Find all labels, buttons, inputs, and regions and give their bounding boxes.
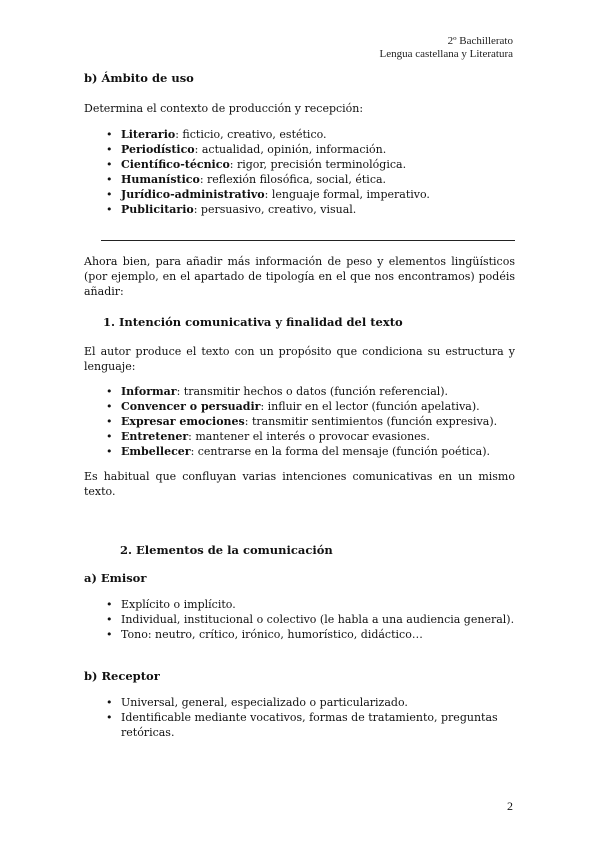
ambito-heading: b) Ámbito de uso [84,71,194,85]
receptor-list [101,695,515,740]
list-item: • Informar: transmitir hechos o datos (función referencial). [101,384,515,399]
list-item: • Explícito o implícito. [101,597,515,612]
list-item: • Entretener: mantener el interés o provocar evasiones. [101,429,515,444]
page-header [380,35,513,61]
receptor-heading: b) Receptor [84,669,160,683]
list-item: • Tono: neutro, crítico, irónico, humorístico, didáctico… [101,627,515,642]
list-item: • Humanístico: reflexión filosófica, social, ética. [101,172,515,187]
header-subject: Lengua castellana y Literatura [379,48,513,60]
intencion-list [101,384,515,459]
list-item: • Periodístico: actualidad, opinión, información. [101,142,515,157]
intencion-intro: El autor produce el texto con un propósito que condiciona su estructura y lenguaje: [84,345,515,373]
list-item: • Jurídico-administrativo: lenguaje formal, imperativo. [101,187,515,202]
emisor-heading: a) Emisor [84,571,147,585]
extra-paragraph: Ahora bien, para añadir más información de peso y elementos lingüísticos (por ejemplo, en el apartado de tipología en el que nos encontramos) podéis añadir: [84,255,515,298]
intencion-heading: 1. Intención comunicativa y finalidad del texto [103,315,403,329]
elementos-heading: 2. Elementos de la comunicación [120,543,333,557]
header-course: 2º Bachillerato [447,35,513,47]
list-item: • Científico-técnico: rigor, precisión terminológica. [101,157,515,172]
list-item: • Individual, institucional o colectivo (le habla a una audiencia general). [101,612,515,627]
list-item: • Universal, general, especializado o particularizado. [101,695,515,710]
list-item: • Literario: ficticio, creativo, estético. [101,127,515,142]
list-item: • Convencer o persuadir: influir en el lector (función apelativa). [101,399,515,414]
list-item: • Identificable mediante vocativos, formas de tratamiento, preguntas retóricas. [101,710,515,740]
emisor-list [101,597,515,642]
list-item: • Publicitario: persuasivo, creativo, visual. [101,202,515,217]
intencion-closing: Es habitual que confluyan varias intenciones comunicativas en un mismo texto. [84,470,515,498]
list-item: • Embellecer: centrarse en la forma del mensaje (función poética). [101,444,515,459]
horizontal-divider [101,240,515,241]
ambito-intro: Determina el contexto de producción y recepción: [84,102,364,115]
ambito-list [101,127,515,217]
page-number: 2 [507,799,513,813]
list-item: • Expresar emociones: transmitir sentimientos (función expresiva). [101,414,515,429]
